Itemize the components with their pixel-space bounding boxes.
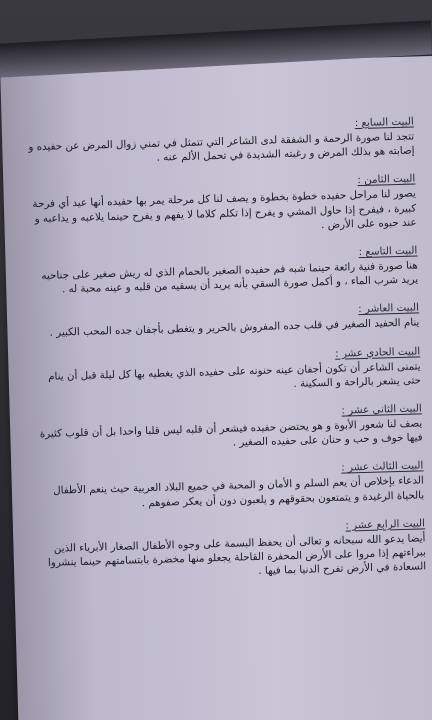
verse-section-11: [30, 344, 421, 398]
verse-heading: البيت الثامن :: [357, 172, 416, 187]
page-content: [24, 115, 427, 599]
verse-section-7: [24, 115, 415, 169]
verse-explanation: أيضا يدعو الله سبحانه و تعالى أن يحفظ البسمة على وجوه الأطفال الصغار الأبرياء الذين ببراءتهم إذا مروا على الأرض المحفرة القاحلة يجعلو منها مخضرة بابتسامتهم حينما ينشروا السعادة في الأرض تفرح الدنيا بما فيها .: [47, 532, 427, 578]
verse-explanation: هنا صورة فنية رائعة حينما شبه فم حفيده الصغير بالحمام الذي له ريش صغير على جناحيه يريد شرب الماء ، و أكمل صورة السقي بأنه يريد أن يسقيه من قلبه و عينه محبة له .: [41, 259, 419, 296]
verse-heading: البيت الثاني عشر :: [341, 402, 422, 417]
book-page: [0, 56, 432, 720]
verse-explanation: يصور لنا مراحل حفيده خطوة بخطوة و يصف لنا كل مرحلة يمر بها حفيده أنها عيد أي فرحة كبيرة ، فيفرح إذا حاول المشي و يفرح إذا تكلم كلاما لا يفهم و يفرح حينما يلاعبه و يداعبه و عند حبوه على الأرض .: [32, 187, 417, 231]
verse-heading: البيت الرابع عشر :: [345, 517, 426, 532]
verse-section-10: [29, 301, 420, 341]
verse-section-9: [27, 243, 418, 297]
verse-heading: البيت الحادي عشر :: [334, 345, 421, 360]
verse-explanation: يصف لنا شعور الأبوة و هو يحتضن حفيده فيشعر أن قلبه ليس قلبا واحدا بل أن قلوب كثيرة فيها خوف و حب و حنان على حفيده الصغير .: [39, 417, 423, 449]
verse-heading: البيت العاشر :: [358, 301, 420, 316]
verse-explanation: ينام الحفيد الصغير في قلب جده المفروش بالحرير و يتغطى بأجفان جده المحب الكبير .: [49, 316, 420, 340]
verse-heading: البيت الثالث عشر :: [341, 459, 424, 475]
verse-section-13: [33, 459, 424, 513]
verse-explanation: الدعاء بإخلاص أن يعم السلم و الأمان و المحبة في جميع البلاد العربية حيث ينعم الأطفال بالحياة الرغيدة و يتمتعون بحقوقهم و يلعبون دون أن يعكر صفوهم .: [52, 474, 425, 509]
verse-section-8: [25, 172, 416, 240]
verse-explanation: يتمنى الشاعر أن تكون أجفان عينه حنونه على حفيده الذي يغطيه بها كل ليلة قبل أن ينام حتى يشعر بالراحة و السكينة .: [48, 360, 422, 390]
verse-section-14: [35, 516, 426, 584]
verse-heading: البيت السابع :: [354, 115, 414, 130]
verse-heading: البيت التاسع :: [358, 244, 418, 259]
verse-explanation: تتجد لنا صورة الرحمة و الشفقة لدى الشاعر التي تتمثل في تمني زوال المرض عن حفيده و إصابته هو بذلك المرض و رغبته الشديدة في تحمل الألم عنه .: [28, 130, 415, 164]
verse-section-12: [32, 401, 423, 455]
